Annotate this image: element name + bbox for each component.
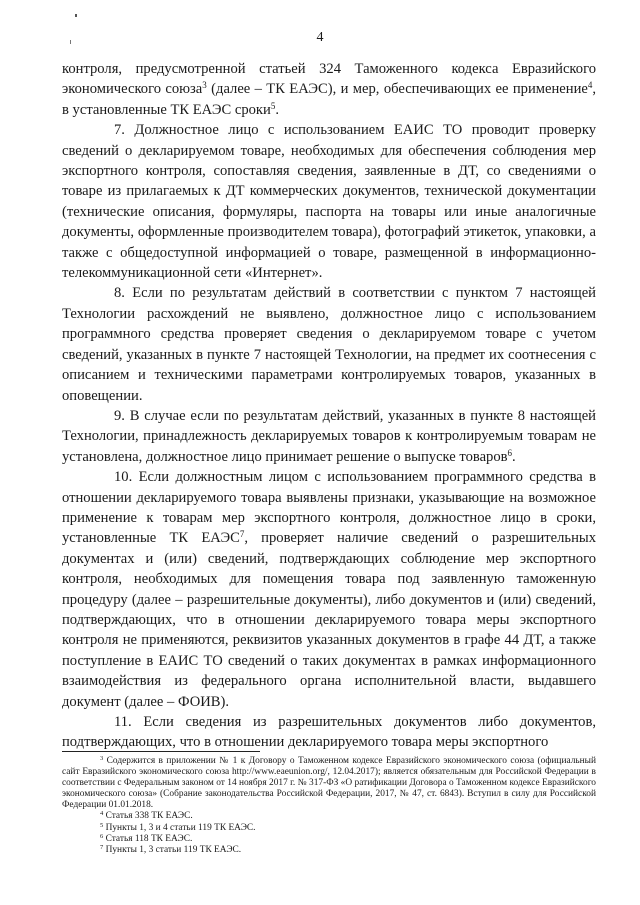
- footnote: $^3$ Содержится в приложении № 1 к Договору о Таможенном кодексе Евразийского экономического союза (официальный сайт Евразийского экономического союза http://www.eaeunion.org/, 12.04.2017); является обязательным для Российской Федерации в соответствии с Федеральным законом от 14 ноября 2017 г. № 317-ФЗ «О ратификации Договора о Таможенном кодексе Евразийского экономического союза» (Собрание законодательства Российской Федерации, 2017, № 47, ст. 6843). Вступил в силу для Российской Федерации 01.01.2018.: [62, 755, 596, 811]
- paragraph-11: 11. Если сведения из разрешительных документов либо документов, подтверждающих, что в отношении декларируемого товара меры экспортного: [62, 714, 596, 751]
- footnote: $^5$ Пункты 1, 3 и 4 статьи 119 ТК ЕАЭС.: [100, 821, 256, 833]
- scan-speck: [75, 14, 77, 17]
- footnote-separator: [62, 751, 260, 752]
- page-number: 4: [316, 30, 324, 45]
- footnote-ref: 6: [507, 447, 513, 458]
- paragraph-9: 9. В случае если по результатам действий, указанных в пункте 8 настоящей Технологии, принадлежность декларируемых товаров к контролируемым товарам не установлена, должностное лицо принимает решение о выпуске товаров$^6$.: [62, 407, 596, 465]
- footnote: $^6$ Статья 118 ТК ЕАЭС.: [100, 832, 193, 844]
- footnote: $^7$ Пункты 1, 3 статьи 119 ТК ЕАЭС.: [100, 843, 242, 855]
- footnote-ref: 5: [270, 100, 276, 111]
- footnotes: [62, 756, 596, 856]
- paragraph-7: 7. Должностное лицо с использованием ЕАИС ТО проводит проверку сведений о декларируемом товаре, необходимых для обеспечения соблюдения мер экспортного контроля, сопоставляя сведения, заявленные в ДТ, со сведениями о товаре из прилагаемых к ДТ коммерческих документов, технической документации (технические описания, формуляры, паспорта на товары или иные аналогичные документы, оформленные производителем товара), фотографий этикеток, упаковки, а также с общедоступной информацией о товаре, размещенной в информационно-телекоммуникационной сети «Интернет».: [62, 122, 596, 282]
- paragraph-10: 10. Если должностным лицом с использованием программного средства в отношении декларируемого товара выявлены признаки, указывающие на возможное применение к товарам мер экспортного контроля, должностное лицо в сроки, установленные ТК ЕАЭС$^7$, проверяет наличие сведений о разрешительных документах и (или) сведений, подтверждающих соблюдение мер экспортного контроля, необходимых для помещения товара под заявленную таможенную процедуру (далее – разрешительные документы), либо документов и (или) сведений, подтверждающих, что в отношении декларируемого товара меры экспортного контроля не применяются, реквизитов указанных документов в графе 44 ДТ, а также поступление в ЕАИС ТО сведений о таких документах в рамках информационного взаимодействия из федерального органа исполнительной власти, выдавшего документ (далее – ФОИВ).: [62, 469, 596, 710]
- paragraph-8: 8. Если по результатам действий в соответствии с пунктом 7 настоящей Технологии расхождений не выявлено, должностное лицо с использованием программного средства проверяет сведения о декларируемом товаре с учетом сведений, указанных в пункте 7 настоящей Технологии, на предмет их соотнесения с описанием и техническими параметрами контролируемых товаров, указанных в оповещении.: [62, 285, 596, 404]
- paragraph-continuation: контроля, предусмотренной статьей 324 Таможенного кодекса Евразийского экономического союза$^3$ (далее – ТК ЕАЭС), и мер, обеспечивающих ее применение$^4$, в установленные ТК ЕАЭС сроки$^5$.: [62, 61, 597, 118]
- body-text: [62, 59, 596, 753]
- footnote-ref: 3: [202, 80, 207, 91]
- footnote-ref: 7: [239, 529, 245, 540]
- footnote: $^4$ Статья 338 ТК ЕАЭС.: [100, 810, 193, 822]
- footnote-ref: 4: [587, 80, 593, 91]
